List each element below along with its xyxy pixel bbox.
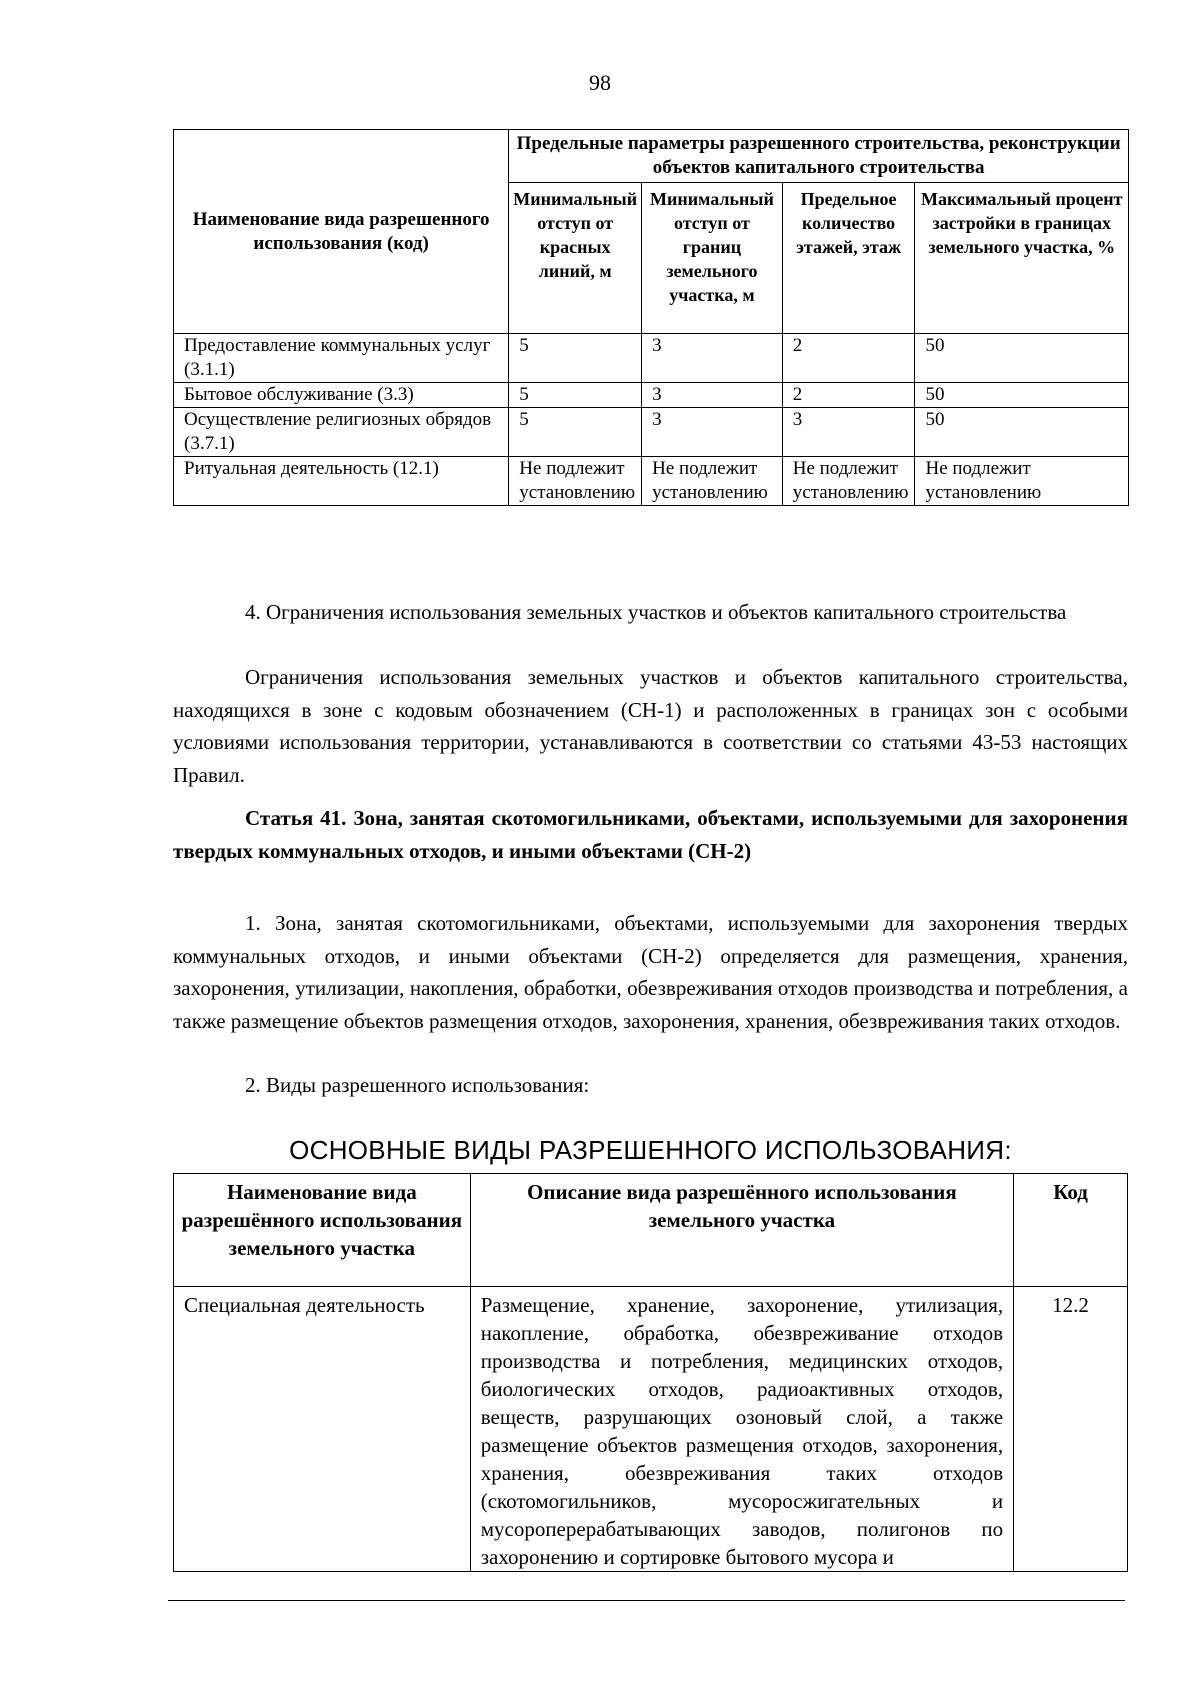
use-name-header: Наименование вида разрешенного использования (код) — [174, 130, 509, 334]
main-permitted-uses-caption: ОСНОВНЫЕ ВИДЫ РАЗРЕШЕННОГО ИСПОЛЬЗОВАНИЯ: — [289, 1135, 1012, 1165]
use-name-cell: Ритуальная деятельность (12.1) — [174, 457, 509, 506]
use-code-cell: 12.2 — [1014, 1287, 1128, 1572]
limit-params-group-header: Предельные параметры разрешенного строительства, реконструкции объектов капитального строительства — [509, 130, 1129, 183]
min-setback-plot-borders-header: Минимальный отступ от границ земельного участка, м — [642, 183, 783, 334]
max-coverage-percent-cell: 50 — [915, 408, 1129, 457]
use-name-cell: Осуществление религиозных обрядов (3.7.1) — [174, 408, 509, 457]
table-row — [174, 408, 1129, 457]
main-permitted-uses-table — [173, 1173, 1128, 1572]
min-setback-red-lines-cell: 5 — [509, 334, 642, 383]
max-floors-header: Предельное количество этажей, этаж — [782, 183, 915, 334]
table-header-row — [174, 130, 1129, 183]
max-floors-cell: 3 — [782, 408, 915, 457]
max-coverage-percent-header: Максимальный процент застройки в границах земельного участка, % — [915, 183, 1129, 334]
use-name-cell: Бытовое обслуживание (3.3) — [174, 383, 509, 408]
max-floors-cell: 2 — [782, 334, 915, 383]
min-setback-red-lines-header: Минимальный отступ от красных линий, м — [509, 183, 642, 334]
table-row — [174, 334, 1129, 383]
min-setback-plot-borders-cell: 3 — [642, 334, 783, 383]
max-floors-cell: 2 — [782, 383, 915, 408]
use-name-cell: Предоставление коммунальных услуг (3.1.1) — [174, 334, 509, 383]
use-name-cell: Специальная деятельность — [174, 1287, 471, 1572]
page-number: 98 — [589, 70, 611, 95]
section-4-title: 4. Ограничения использования земельных участков и объектов капитального строительства — [245, 600, 1067, 624]
permitted-uses-intro: 2. Виды разрешенного использования: — [245, 1073, 590, 1097]
max-floors-cell: Не подлежит установлению — [782, 457, 915, 506]
min-setback-red-lines-cell: 5 — [509, 408, 642, 457]
footer-divider — [168, 1600, 1125, 1601]
min-setback-plot-borders-cell: 3 — [642, 383, 783, 408]
use-code-header: Код — [1014, 1174, 1128, 1287]
zone-description-paragraph: 1. Зона, занятая скотомогильниками, объектами, используемыми для захоронения твердых коммунальных отходов, и иными объектами (СН-2) определяется для размещения, хранения, захоронения, утилизации, накопления, обработки, обезвреживания отходов производства и потребления, а также размещение объектов размещения отходов, захоронения, хранения, обезвреживания таких отходов. — [173, 911, 1128, 1033]
use-name-header: Наименование вида разрешённого использования земельного участка — [174, 1174, 471, 1287]
use-description-header: Описание вида разрешённого использования земельного участка — [470, 1174, 1013, 1287]
max-coverage-percent-cell: 50 — [915, 334, 1129, 383]
min-setback-red-lines-cell: Не подлежит установлению — [509, 457, 642, 506]
min-setback-red-lines-cell: 5 — [509, 383, 642, 408]
max-coverage-percent-cell: Не подлежит установлению — [915, 457, 1129, 506]
table-row — [174, 383, 1129, 408]
building-parameters-table — [173, 129, 1129, 506]
table-header-row — [174, 1174, 1128, 1287]
article-41-heading: Статья 41. Зона, занятая скотомогильниками, объектами, используемыми для захоронения твердых коммунальных отходов, и иными объектами (СН-2) — [173, 806, 1128, 863]
section-4-text: Ограничения использования земельных участков и объектов капитального строительства, находящихся в зоне с кодовым обозначением (СН-1) и расположенных в границах зон с особыми условиями использования территории, устанавливаются в соответствии со статьями 43-53 настоящих Правил. — [173, 665, 1128, 787]
table-row — [174, 1287, 1128, 1572]
min-setback-plot-borders-cell: 3 — [642, 408, 783, 457]
use-description-cell: Размещение, хранение, захоронение, утилизация, накопление, обработка, обезвреживание отходов производства и потребления, медицинских отходов, биологических отходов, радиоактивных отходов, веществ, разрушающих озоновый слой, а также размещение объектов размещения отходов, захоронения, хранения, обезвреживания таких отходов (скотомогильников, мусоросжигательных и мусороперерабатывающих заводов, полигонов по захоронению и сортировке бытового мусора и — [470, 1287, 1013, 1572]
table-row — [174, 457, 1129, 506]
max-coverage-percent-cell: 50 — [915, 383, 1129, 408]
min-setback-plot-borders-cell: Не подлежит установлению — [642, 457, 783, 506]
